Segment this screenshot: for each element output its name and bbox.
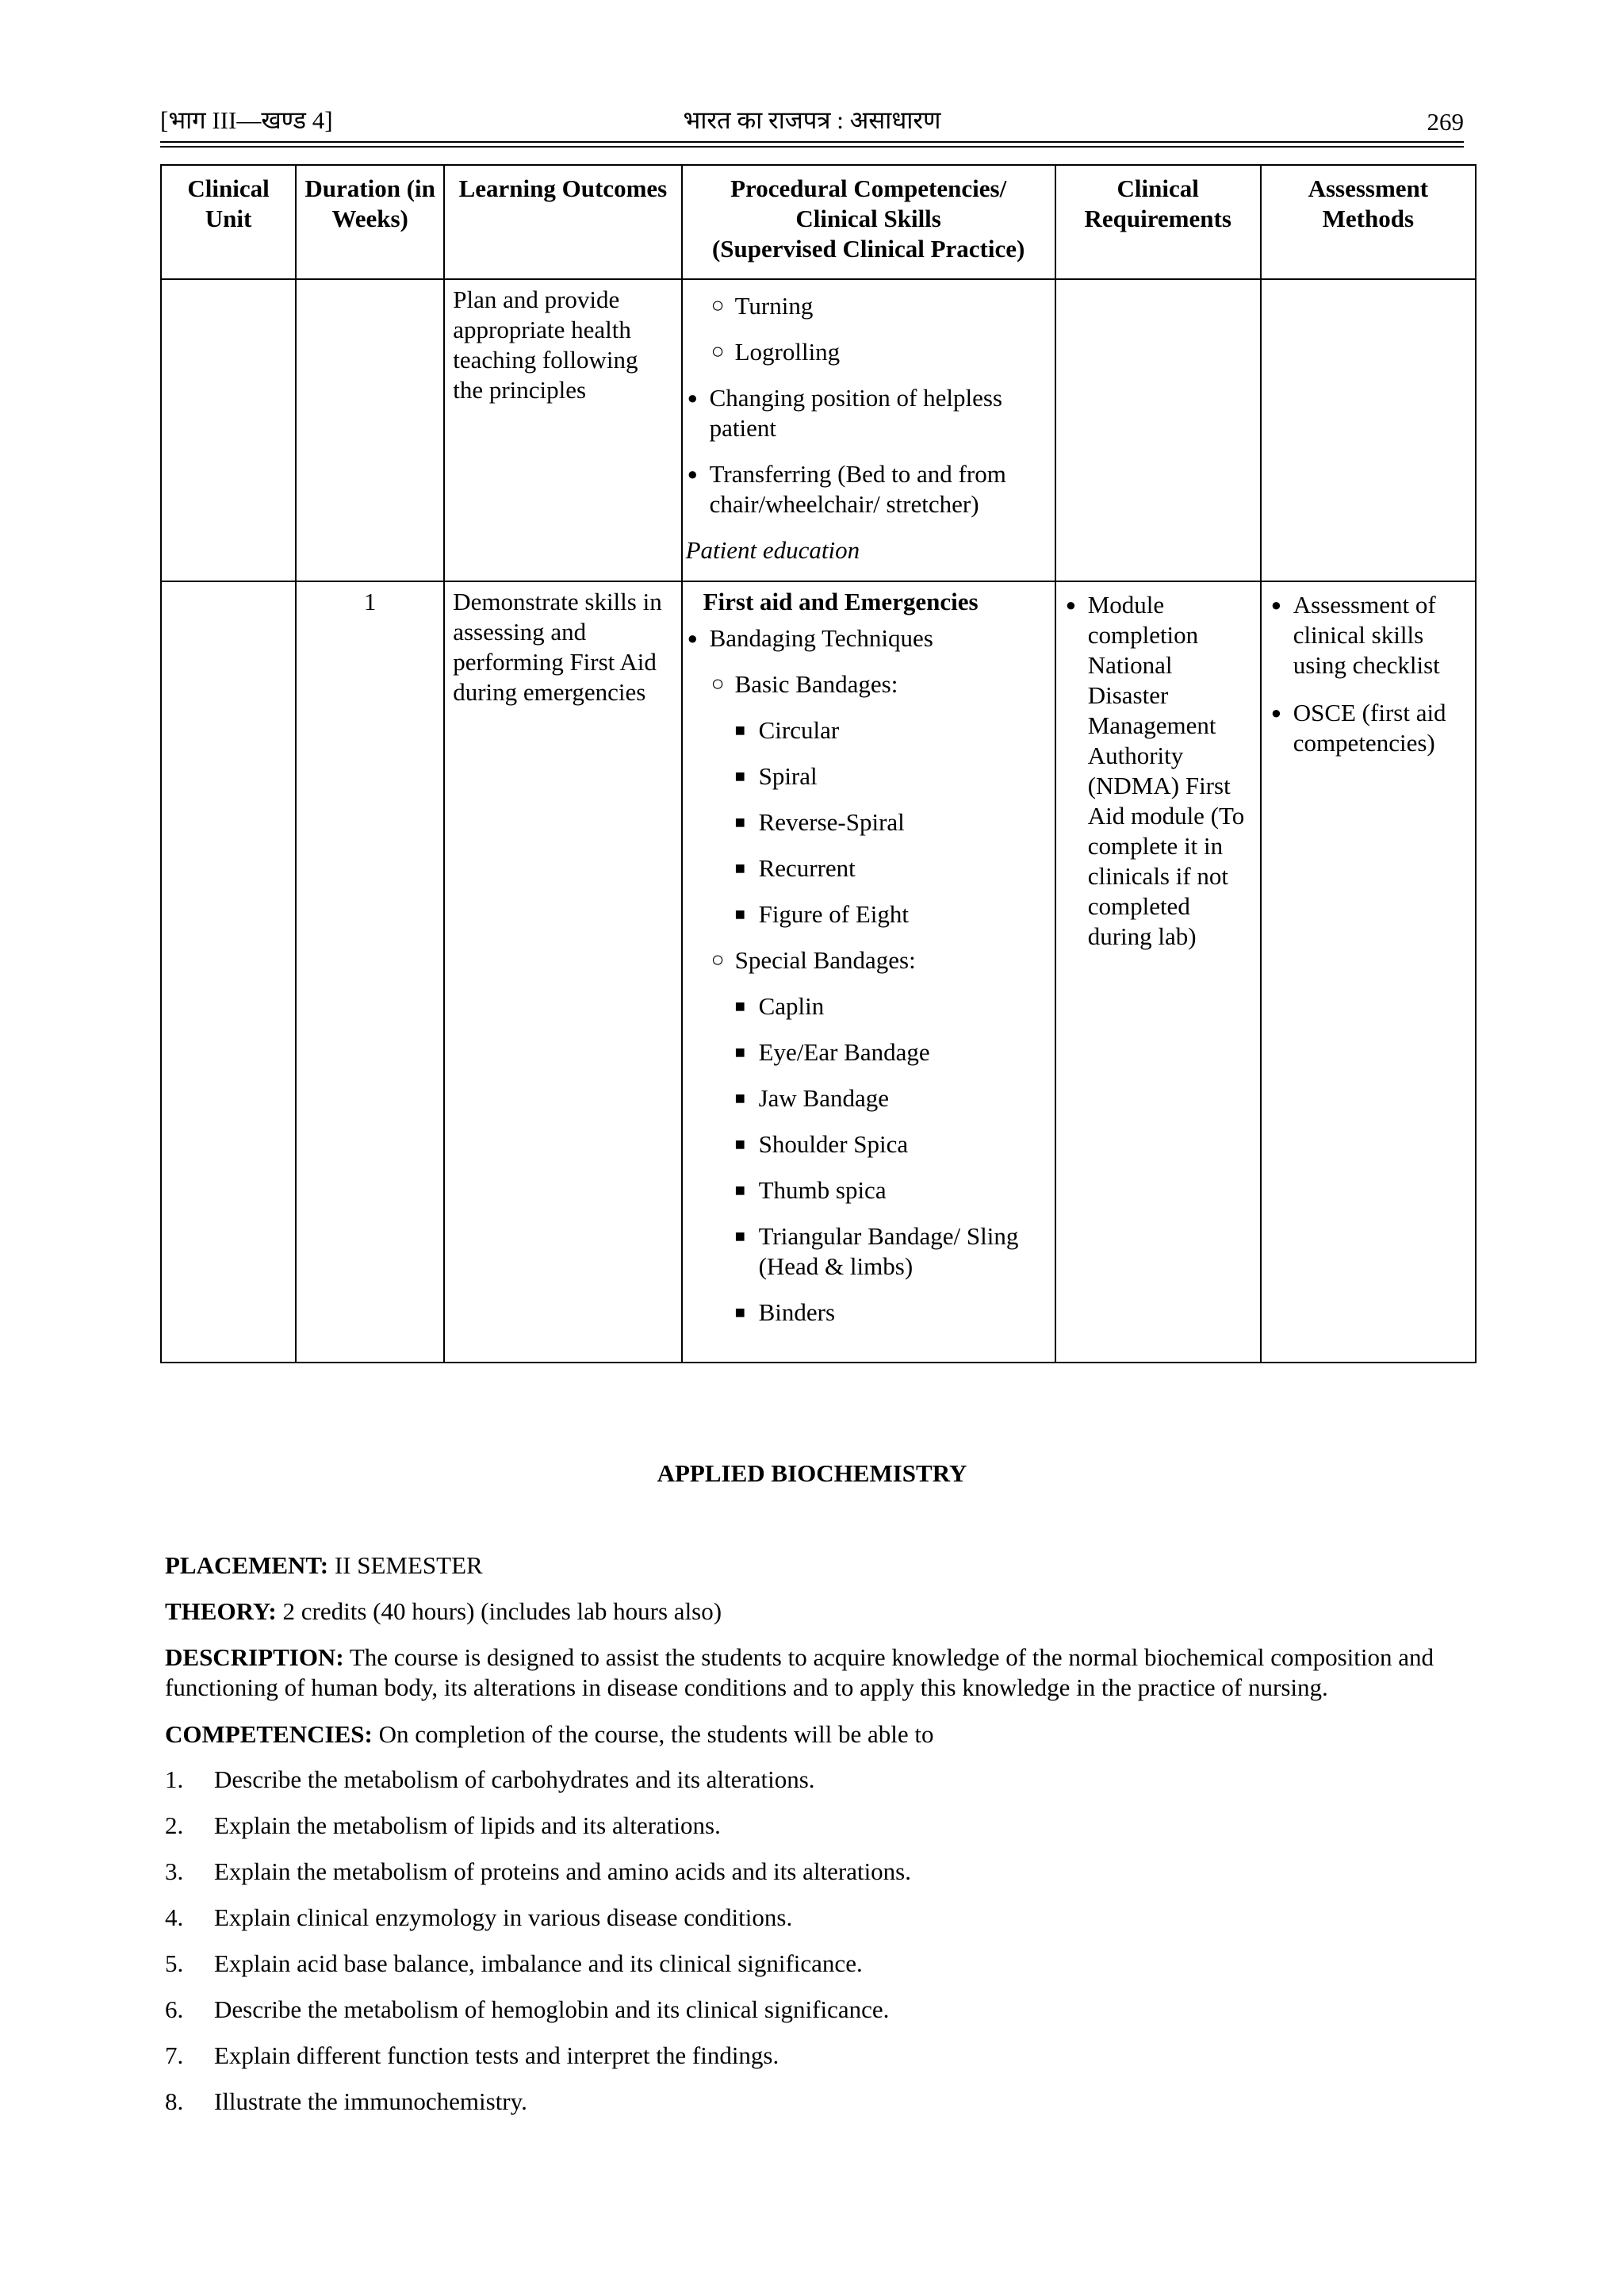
circle-bullet-icon: ○ bbox=[710, 339, 725, 364]
placement-label: PLACEMENT: bbox=[165, 1551, 329, 1579]
list-item: ○ Special Bandages: bbox=[710, 946, 916, 974]
list-item: ● Transferring (Bed to and from chair/wheelchair/ stretcher) bbox=[687, 460, 1006, 518]
cell-procedural-skills bbox=[682, 581, 1055, 1363]
square-bullet-icon: ■ bbox=[734, 1134, 745, 1154]
list-item: ○ Basic Bandages: bbox=[710, 670, 898, 698]
theory-label: THEORY: bbox=[165, 1597, 277, 1625]
cell-assessment-methods bbox=[1261, 279, 1476, 581]
square-bullet-icon: ■ bbox=[734, 1226, 745, 1246]
list-item: 8. Illustrate the immunochemistry. bbox=[165, 2087, 527, 2115]
dot-bullet-icon: ● bbox=[687, 628, 698, 648]
square-bullet-icon: ■ bbox=[734, 1042, 745, 1062]
dot-bullet-icon: ● bbox=[1270, 595, 1281, 615]
description-label: DESCRIPTION: bbox=[165, 1643, 344, 1671]
list-item: ■ Circular bbox=[734, 716, 840, 744]
cell-clinical-unit bbox=[161, 581, 296, 1363]
header-gazette-title: भारत का राजपत्र : असाधारण bbox=[683, 106, 941, 134]
page-header bbox=[160, 102, 1464, 136]
col-procedural-title: Procedural Competencies/ Clinical Skills bbox=[730, 174, 1007, 232]
list-item: ■ Triangular Bandage/ Sling (Head & limbs) bbox=[734, 1222, 1019, 1280]
square-bullet-icon: ■ bbox=[734, 766, 745, 786]
table-header-row bbox=[161, 165, 1476, 279]
cell-procedural-skills bbox=[682, 279, 1055, 581]
cell-clinical-requirements bbox=[1055, 279, 1261, 581]
section-title: APPLIED BIOCHEMISTRY bbox=[657, 1459, 967, 1487]
dot-bullet-icon: ● bbox=[687, 464, 698, 484]
description-text: The course is designed to assist the students to acquire knowledge of the normal biochemical composition and functioning of human body, its alterations in disease conditions and to apply this knowledge in the practice of nursing. bbox=[165, 1643, 1434, 1701]
cell-learning-outcome: Demonstrate skills in assessing and performing First Aid during emergencies bbox=[444, 581, 681, 1363]
clinical-practice-table bbox=[160, 164, 1477, 1363]
description-paragraph bbox=[165, 1642, 1473, 1703]
header-rule-top bbox=[160, 141, 1464, 143]
theory-value: 2 credits (40 hours) (includes lab hours also) bbox=[282, 1597, 722, 1625]
list-item: ■ Shoulder Spica bbox=[734, 1130, 909, 1158]
list-item: ● Changing position of helpless patient bbox=[687, 384, 1002, 442]
table-row bbox=[161, 581, 1476, 1363]
list-item: 2. Explain the metabolism of lipids and its alterations. bbox=[165, 1811, 721, 1839]
circle-bullet-icon: ○ bbox=[710, 672, 725, 696]
col-learning-outcomes: Learning Outcomes bbox=[444, 165, 681, 279]
competencies-list bbox=[165, 1765, 1473, 2133]
col-clinical-unit: Clinical Unit bbox=[161, 165, 296, 279]
list-item: ■ Figure of Eight bbox=[734, 900, 909, 928]
theory-line bbox=[165, 1596, 1473, 1627]
square-bullet-icon: ■ bbox=[734, 996, 745, 1016]
table-row bbox=[161, 279, 1476, 581]
competencies-label: COMPETENCIES: bbox=[165, 1720, 373, 1748]
circle-bullet-icon: ○ bbox=[710, 948, 725, 972]
list-item: ■ Recurrent bbox=[734, 854, 856, 882]
list-item: ● Module completion National Disaster Management Authority (NDMA) First Aid module (To complete it in clinicals if not completed during lab) bbox=[1065, 591, 1245, 950]
list-item: 3. Explain the metabolism of proteins and amino acids and its alterations. bbox=[165, 1857, 911, 1885]
list-item: ■ Thumb spica bbox=[734, 1176, 887, 1204]
col-clinical-requirements: Clinical Requirements bbox=[1055, 165, 1261, 279]
cell-duration bbox=[296, 279, 444, 581]
col-assessment-methods: Assessment Methods bbox=[1261, 165, 1476, 279]
patient-education-label: Patient education bbox=[685, 536, 860, 564]
square-bullet-icon: ■ bbox=[734, 1088, 745, 1108]
list-item: 6. Describe the metabolism of hemoglobin and its clinical significance. bbox=[165, 1995, 890, 2023]
circle-bullet-icon: ○ bbox=[710, 293, 725, 318]
dot-bullet-icon: ● bbox=[1270, 703, 1281, 723]
square-bullet-icon: ■ bbox=[734, 904, 745, 924]
cell-duration: 1 bbox=[296, 581, 444, 1363]
list-item: 5. Explain acid base balance, imbalance and its clinical significance. bbox=[165, 1949, 863, 1977]
list-item: ■ Eye/Ear Bandage bbox=[734, 1038, 930, 1066]
dot-bullet-icon: ● bbox=[687, 388, 698, 408]
header-rule-bottom bbox=[160, 146, 1464, 148]
competencies-intro: On completion of the course, the students will be able to bbox=[378, 1720, 934, 1748]
cell-clinical-requirements bbox=[1055, 581, 1261, 1363]
list-item: 7. Explain different function tests and interpret the findings. bbox=[165, 2041, 779, 2069]
square-bullet-icon: ■ bbox=[734, 1180, 745, 1200]
cell-clinical-unit bbox=[161, 279, 296, 581]
col-duration: Duration (in Weeks) bbox=[296, 165, 444, 279]
list-item: ○ Turning bbox=[710, 292, 814, 320]
dot-bullet-icon: ● bbox=[1065, 595, 1076, 615]
first-aid-heading: First aid and Emergencies bbox=[703, 588, 979, 615]
list-item: ○ Logrolling bbox=[710, 338, 841, 366]
placement-value: II SEMESTER bbox=[334, 1551, 483, 1579]
list-item: 4. Explain clinical enzymology in various disease conditions. bbox=[165, 1903, 793, 1931]
square-bullet-icon: ■ bbox=[734, 1302, 745, 1322]
square-bullet-icon: ■ bbox=[734, 858, 745, 878]
list-item: ■ Caplin bbox=[734, 992, 825, 1020]
list-item: 1. Describe the metabolism of carbohydrates and its alterations. bbox=[165, 1765, 815, 1793]
list-item: ■ Jaw Bandage bbox=[734, 1084, 889, 1112]
list-item: ● OSCE (first aid competencies) bbox=[1270, 699, 1446, 757]
cell-learning-outcome: Plan and provide appropriate health teaching following the principles bbox=[444, 279, 681, 581]
list-item: ■ Spiral bbox=[734, 762, 818, 790]
list-item: ● Assessment of clinical skills using checklist bbox=[1270, 591, 1440, 679]
header-part-section: [भाग III—खण्ड 4] bbox=[160, 106, 333, 134]
list-item: ● Bandaging Techniques bbox=[687, 624, 933, 652]
list-item: ■ Binders bbox=[734, 1298, 836, 1326]
square-bullet-icon: ■ bbox=[734, 720, 745, 740]
page-number: 269 bbox=[1427, 108, 1464, 136]
competencies-intro-line bbox=[165, 1719, 1473, 1750]
list-item: ■ Reverse-Spiral bbox=[734, 808, 905, 836]
col-procedural-subtitle: (Supervised Clinical Practice) bbox=[711, 235, 1025, 263]
placement-line bbox=[165, 1550, 1473, 1581]
square-bullet-icon: ■ bbox=[734, 812, 745, 832]
cell-assessment-methods bbox=[1261, 581, 1476, 1363]
col-procedural-competencies bbox=[682, 165, 1055, 279]
